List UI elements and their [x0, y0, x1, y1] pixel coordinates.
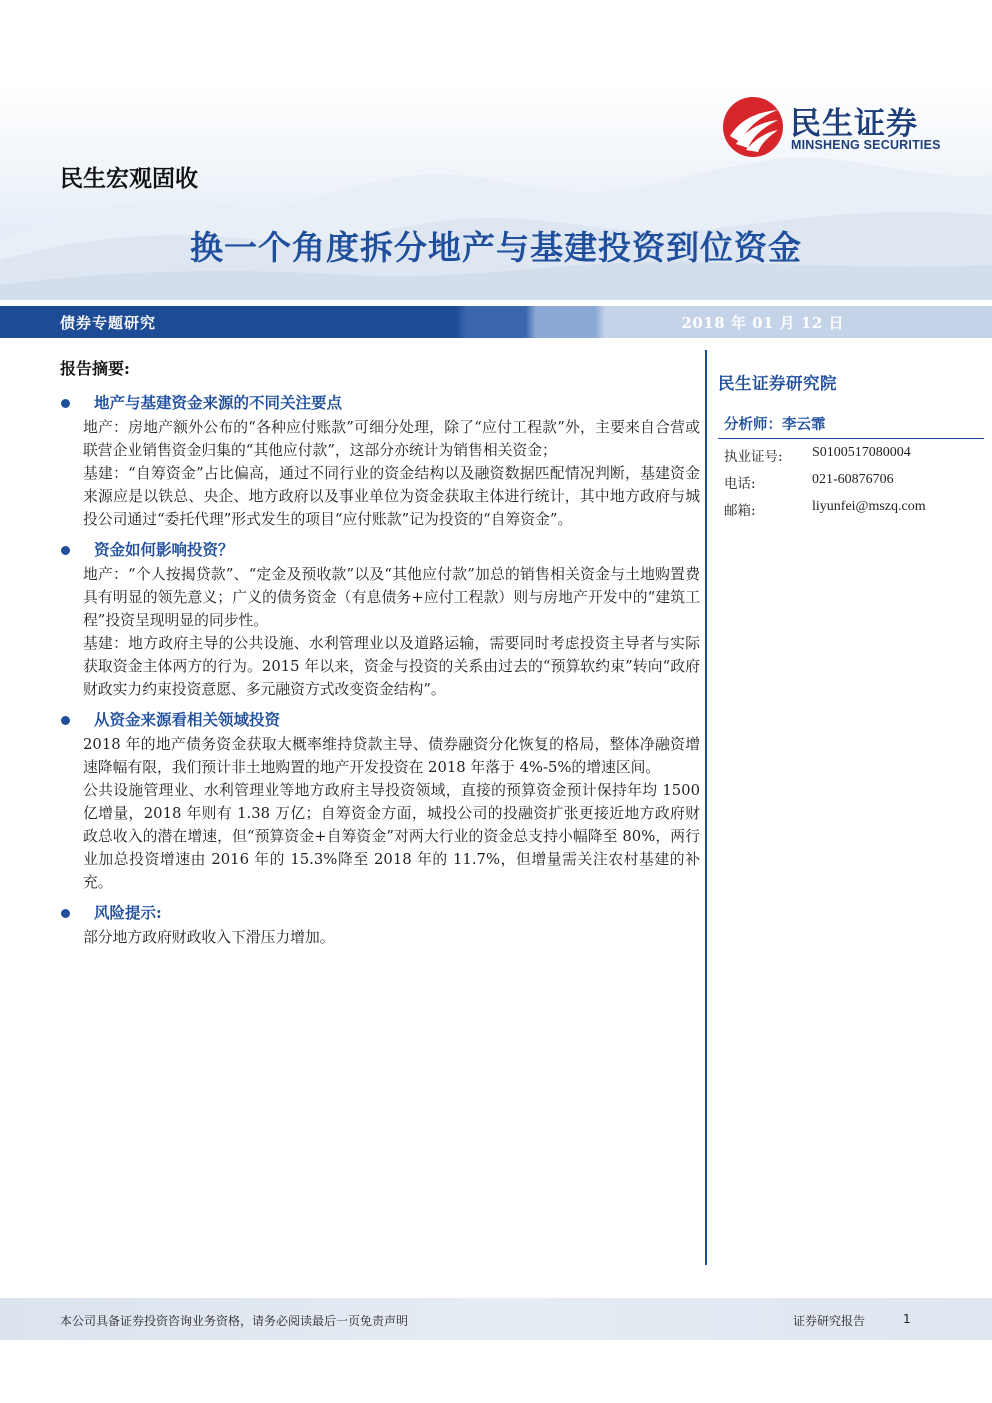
info-value: 021-60876706 [812, 472, 894, 487]
page-number: 1 [903, 1312, 911, 1326]
section-paragraph: 部分地方政府财政收入下滑压力增加。 [83, 929, 335, 946]
section-title: 地产与基建资金来源的不同关注要点 [60, 390, 700, 416]
report-title: 换一个角度拆分地产与基建投资到位资金 [190, 228, 802, 267]
info-label: 邮箱: [724, 503, 756, 519]
report-date: 2018 年 01 月 12 日 [681, 314, 844, 332]
summary-heading: 报告摘要: [60, 359, 130, 378]
research-institute: 民生证券研究院 [718, 374, 837, 393]
series-name: 民生宏观固收 [60, 166, 198, 192]
phone-row [718, 468, 984, 493]
section-paragraph: 基建：“自筹资金”占比偏高，通过不同行业的资金结构以及融资数据匹配情况判断，基建资金来源应是以铁总、央企、地方政府以及事业单位为资金获取主体进行统计，其中地方政府与城投公司通过“委托代理”形式发生的项目“应付账款”记为投资的“自筹资金”。 [83, 465, 700, 528]
analyst-label: 分析师： [724, 416, 782, 433]
section-paragraph: 2018 年的地产债务资金获取大概率维持贷款主导、债券融资分化恢复的格局，整体净融资增速降幅有限，我们预计非土地购置的地产开发投资在 2018 年落于 4%-5%的增速区间。 [83, 736, 700, 776]
summary-section [60, 707, 700, 894]
logo-chinese-name: 民生证券 [790, 106, 918, 142]
logo-english-name: MINSHENG SECURITIES [791, 138, 941, 152]
minsheng-logo-icon [722, 96, 784, 158]
section-title: 资金如何影响投资？ [60, 537, 700, 563]
info-label: 电话: [724, 476, 756, 492]
email-row [718, 495, 984, 520]
analyst-line [718, 413, 984, 439]
summary-content [60, 390, 700, 955]
analyst-name: 李云霏 [782, 416, 826, 433]
footer-disclaimer: 本公司具备证券投资咨询业务资格，请务必阅读最后一页免责声明 [60, 1314, 409, 1328]
bullet-icon [61, 909, 70, 918]
info-value: S0100517080004 [812, 445, 911, 460]
bullet-icon [61, 546, 70, 555]
category-band [0, 306, 992, 338]
license-row [718, 441, 984, 466]
section-paragraph: 地产：“个人按揭贷款”、“定金及预收款”以及“其他应付款”加总的销售相关资金与土地购置费具有明显的领先意义；广义的债务资金（有息债务+应付工程款）则与房地产开发中的“建筑工程”投资呈现明显的同步性。 [83, 566, 700, 629]
email-link[interactable]: liyunfei@mszq.com [812, 499, 926, 514]
section-paragraph: 地产：房地产额外公布的“各种应付账款”可细分处理，除了“应付工程款”外，主要来自合营或联营企业销售资金归集的“其他应付款”，这部分亦统计为销售相关资金； [83, 419, 700, 459]
report-category: 债券专题研究 [60, 314, 157, 332]
sidebar [718, 370, 984, 520]
summary-section [60, 900, 700, 949]
column-divider [705, 350, 707, 1265]
summary-section [60, 537, 700, 701]
section-title: 从资金来源看相关领域投资 [60, 707, 700, 733]
footer-doc-type: 证券研究报告 [793, 1314, 866, 1328]
summary-section [60, 390, 700, 531]
section-title: 风险提示: [60, 900, 700, 926]
info-label: 执业证号: [724, 449, 783, 465]
section-paragraph: 基建：地方政府主导的公共设施、水利管理业以及道路运输，需要同时考虑投资主导者与实际获取资金主体两方的行为。2015 年以来，资金与投资的关系由过去的“预算软约束”转向“政府财政实力约束投资意愿、多元融资方式改变资金结构”。 [83, 635, 700, 698]
page-footer [0, 1298, 992, 1340]
bullet-icon [61, 399, 70, 408]
company-logo [722, 96, 952, 158]
section-paragraph: 公共设施管理业、水利管理业等地方政府主导投资领域，直接的预算资金预计保持年均 1500 亿增量，2018 年则有 1.38 万亿；自筹资金方面，城投公司的投融资扩张更接近地方政府财政总收入的潜在增速，但“预算资金+自筹资金”对两大行业的资金总支持小幅降至 80%，两行业加总投资增速由 2016 年的 15.3%降至 2018 年的 11.7%，但增量需关注农村基建的补充。 [83, 782, 700, 891]
bullet-icon [61, 716, 70, 725]
